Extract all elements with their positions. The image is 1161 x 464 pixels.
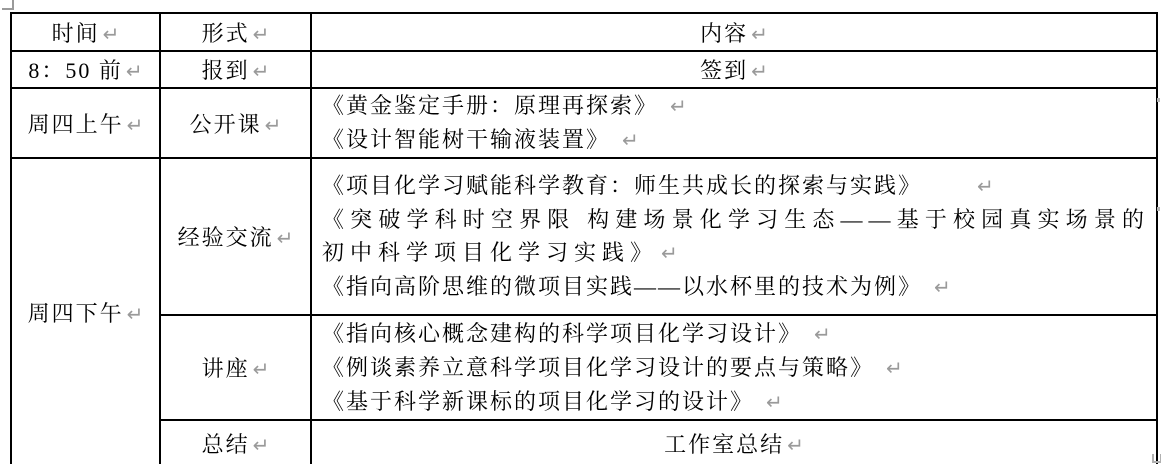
paragraph-mark-icon: ↵ — [276, 226, 294, 250]
schedule-table — [10, 12, 1158, 464]
cell-format-summary[interactable] — [160, 420, 311, 464]
content-paragraph — [312, 385, 1156, 419]
time-label: 8：50 前 — [28, 58, 123, 83]
table-row-lecture — [11, 315, 1157, 420]
paragraph-mark-icon: ↵ — [252, 21, 270, 46]
lecture-title: 《例谈素养立意科学项目化学习设计的要点与策略》 — [322, 354, 875, 380]
cell-time-thursday-morning[interactable] — [11, 88, 160, 158]
paragraph-mark-icon: ↵ — [622, 128, 639, 152]
paragraph-mark-icon: ↵ — [252, 357, 270, 381]
content-paragraph — [312, 203, 1156, 270]
cell-content-summary[interactable] — [311, 420, 1157, 464]
content-paragraph — [312, 169, 1156, 203]
paragraph-mark-icon: ↵ — [787, 432, 804, 457]
paragraph-mark-icon: ↵ — [126, 301, 144, 326]
paragraph-mark-icon: ↵ — [766, 389, 783, 414]
content-paragraph — [312, 89, 1156, 123]
content-text: 签到 — [700, 58, 749, 83]
table-header-row — [11, 13, 1157, 51]
paragraph-mark-icon: ↵ — [751, 59, 768, 83]
content-text: 工作室总结 — [664, 431, 785, 457]
paragraph-mark-icon: ↵ — [977, 174, 994, 198]
content-paragraph — [312, 123, 1156, 157]
header-cell-format[interactable] — [160, 13, 311, 51]
lecture-title: 《基于科学新课标的项目化学习的设计》 — [322, 388, 755, 414]
table-row-thursday-morning — [11, 88, 1157, 158]
paragraph-mark-icon: ↵ — [102, 21, 120, 46]
content-paragraph — [312, 270, 1156, 304]
paragraph-mark-icon: ↵ — [934, 275, 951, 299]
partial-paragraph-mark-icon — [2, 0, 14, 10]
paragraph-mark-icon: ↵ — [252, 432, 270, 457]
cell-content-open-class[interactable] — [311, 88, 1157, 158]
paragraph-mark-icon: ↵ — [670, 94, 687, 118]
table-row-checkin — [11, 51, 1157, 88]
paragraph-mark-icon: ↵ — [125, 59, 143, 83]
paragraph-mark-icon: ↵ — [814, 321, 831, 346]
partial-paragraph-mark-icon — [1152, 454, 1161, 463]
header-format-label: 形式 — [201, 20, 250, 46]
paragraph-mark-icon: ↵ — [252, 59, 270, 83]
cell-content-checkin[interactable] — [311, 51, 1157, 88]
format-label: 公开课 — [189, 111, 262, 137]
format-label: 总结 — [201, 431, 250, 457]
content-paragraph — [312, 317, 1156, 351]
cell-format-experience-sharing[interactable] — [160, 158, 311, 315]
paragraph-mark-icon: ↵ — [751, 21, 768, 46]
table-row-summary — [11, 420, 1157, 464]
paragraph-mark-icon: ↵ — [661, 241, 678, 265]
paragraph-mark-icon: ↵ — [126, 112, 144, 137]
content-paragraph — [312, 351, 1156, 385]
header-cell-time[interactable] — [11, 13, 160, 51]
lesson-title: 《黄金鉴定手册：原理再探索》 — [322, 93, 659, 118]
header-cell-content[interactable] — [311, 13, 1157, 51]
talk-title: 《指向高阶思维的微项目实践——以水杯里的技术为例》 — [322, 274, 923, 299]
row-end-mark-icon — [1157, 207, 1160, 211]
talk-title: 《项目化学习赋能科学教育：师生共成长的探索与实践》 — [322, 173, 923, 198]
cell-content-experience-sharing[interactable] — [311, 158, 1157, 315]
cell-format-lecture[interactable] — [160, 315, 311, 420]
lesson-title: 《设计智能树干输液装置》 — [322, 127, 611, 152]
cell-time-thursday-afternoon[interactable] — [11, 158, 160, 464]
format-label: 讲座 — [201, 356, 250, 381]
paragraph-mark-icon: ↵ — [264, 112, 282, 137]
talk-title: 《突破学科时空界限 构建场景化学习生态——基于校园真实场景的初中科学项目化学习实践》 — [322, 207, 1150, 265]
paragraph-mark-icon: ↵ — [886, 355, 903, 380]
time-label: 周四下午 — [27, 300, 124, 326]
header-content-label: 内容 — [700, 20, 749, 46]
cell-format-checkin[interactable] — [160, 51, 311, 88]
table-row-experience-sharing — [11, 158, 1157, 315]
header-time-label: 时间 — [51, 20, 100, 46]
row-end-mark-icon — [1157, 98, 1160, 102]
format-label: 经验交流 — [177, 225, 274, 250]
cell-content-lecture[interactable] — [311, 315, 1157, 420]
cell-time-checkin[interactable] — [11, 51, 160, 88]
lecture-title: 《指向核心概念建构的科学项目化学习设计》 — [322, 320, 803, 346]
cell-format-open-class[interactable] — [160, 88, 311, 158]
format-label: 报到 — [201, 58, 250, 83]
time-label: 周四上午 — [27, 111, 124, 137]
